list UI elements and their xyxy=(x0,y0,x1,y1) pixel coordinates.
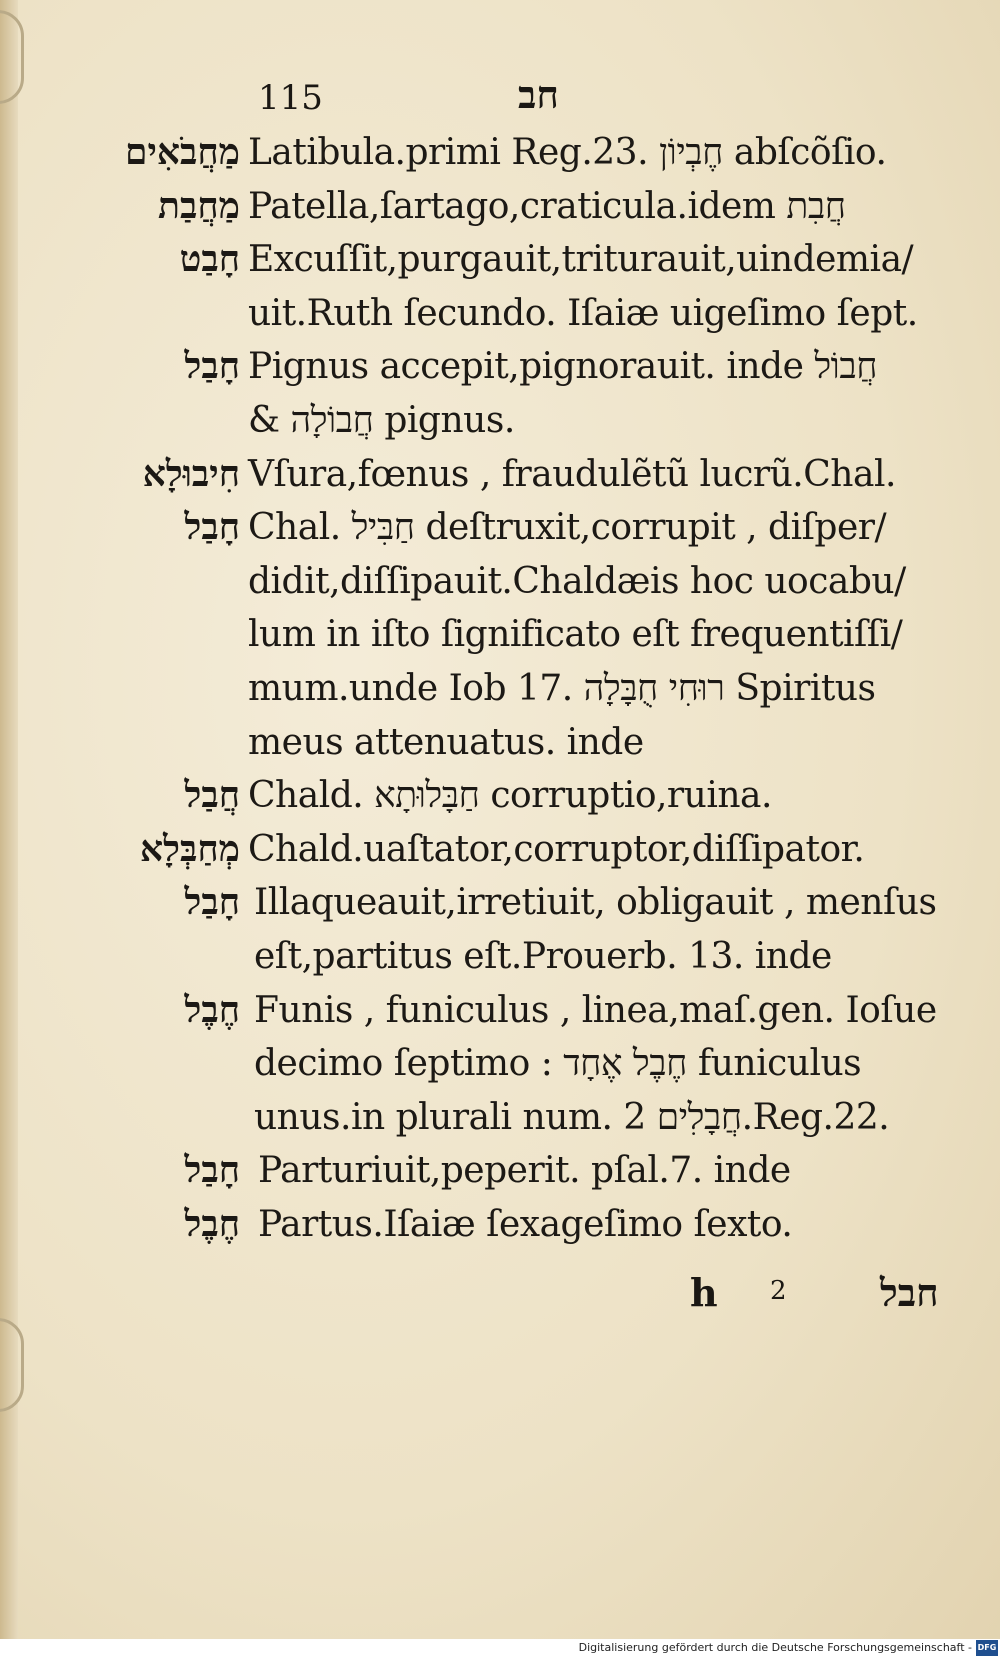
catchline xyxy=(0,1270,1000,1330)
entry-text: Vſura,fœnus , fraudulẽtũ lucrũ.Chal. xyxy=(248,453,896,495)
entry-text: lum in iſto ſignificato eſt frequentiſſi/ xyxy=(248,614,903,656)
binding-ring-bottom xyxy=(0,1318,24,1412)
entry-line xyxy=(0,287,1000,341)
entry-line xyxy=(0,126,1000,180)
entry-text: Latibula.primi Reg.23. חֶבְיוֹן abſcõſio. xyxy=(248,132,887,173)
entry-text: Pignus accepit,pignorauit. inde חֲבוֹל xyxy=(248,346,878,388)
hebrew-headword: מַחֲבֹאִים xyxy=(124,131,240,173)
entry-line xyxy=(0,930,1000,984)
entry-text: uit.Ruth ſecundo. Iſaiæ uigeſimo ſept. xyxy=(248,292,918,334)
entry-line xyxy=(0,394,1000,448)
entry-text: Chal. חַבִּיל deſtruxit,corrupit , diſper/ xyxy=(248,507,887,549)
entry-text: unus.in plurali num. חֲבָלִים 2.Reg.22. xyxy=(254,1096,890,1138)
entry-line xyxy=(0,233,1000,287)
entry-text: Chald. חַבָּלוּתָא corruptio,ruina. xyxy=(248,775,772,817)
page-number: 115 xyxy=(258,78,323,118)
signature-letter: h xyxy=(690,1270,718,1315)
entry-line xyxy=(0,716,1000,770)
entry-text: Excuſſit,purgauit,triturauit,uindemia/ xyxy=(248,239,914,281)
entry-line xyxy=(0,769,1000,823)
footer-credit: Digitalisierung gefördert durch die Deutsche Forschungsgemeinschaft - xyxy=(578,1641,972,1654)
catchword: חבל xyxy=(880,1270,939,1315)
dictionary-entries xyxy=(0,126,1000,1251)
entry-text: & חֲבוֹלָה pignus. xyxy=(248,399,515,441)
hebrew-headword: מְחַבְּלָא xyxy=(140,827,240,870)
entry-text: mum.unde Iob 17. רוּחִי חֻבָּלָה Spiritus xyxy=(248,667,876,709)
entry-text: Patella,ſartago,craticula.idem חֲבִת xyxy=(248,185,846,227)
entry-text: Funis , funiculus , linea,maſ.gen. Ioſue xyxy=(254,989,937,1031)
entry-line xyxy=(0,662,1000,716)
hebrew-headword: חֲבַל xyxy=(184,774,240,817)
entry-text: Chald.uaſtator,corruptor,diſſipator. xyxy=(248,828,865,870)
signature-number: 2 xyxy=(770,1276,787,1306)
entry-text: eſt,partitus eſt.Prouerb. 13. inde xyxy=(254,935,832,977)
entry-text: decimo ſeptimo : חֶבֶל אֶחָד funiculus xyxy=(254,1043,862,1085)
digitization-footer xyxy=(0,1639,1000,1659)
entry-line xyxy=(0,1037,1000,1091)
entry-line xyxy=(0,340,1000,394)
hebrew-headword: חָבַל xyxy=(184,345,240,388)
entry-text: meus attenuatus. inde xyxy=(248,721,644,763)
running-head: חב xyxy=(518,72,559,117)
entry-line xyxy=(0,501,1000,555)
hebrew-headword: חָבַל xyxy=(184,881,240,924)
entry-line xyxy=(0,823,1000,877)
entry-line xyxy=(0,1198,1000,1252)
hebrew-headword: חָבַל xyxy=(184,1149,240,1192)
entry-line xyxy=(0,984,1000,1038)
hebrew-headword: חִיבוּלָא xyxy=(142,452,240,495)
entry-line xyxy=(0,180,1000,234)
entry-text: didit,diſſipauit.Chaldæis hoc uocabu/ xyxy=(248,560,906,602)
hebrew-headword: חֶבֶל xyxy=(184,1202,240,1245)
page-header xyxy=(0,72,1000,118)
hebrew-headword: חֶבֶל xyxy=(184,988,240,1031)
hebrew-headword: מַחֲבַת xyxy=(158,184,240,227)
entry-line xyxy=(0,876,1000,930)
entry-line xyxy=(0,1144,1000,1198)
dfg-logo: DFG xyxy=(976,1640,998,1656)
entry-line xyxy=(0,555,1000,609)
entry-text: Parturiuit,peperit. pſal.7. inde xyxy=(258,1150,791,1192)
entry-line xyxy=(0,1091,1000,1145)
entry-line xyxy=(0,448,1000,502)
hebrew-headword: חָבַל xyxy=(184,506,240,549)
entry-text: Partus.Iſaiæ ſexageſimo ſexto. xyxy=(258,1203,793,1245)
entry-line xyxy=(0,608,1000,662)
hebrew-headword: חָבַט xyxy=(179,238,240,281)
entry-text: Illaqueauit,irretiuit, obligauit , menſus xyxy=(254,882,937,924)
